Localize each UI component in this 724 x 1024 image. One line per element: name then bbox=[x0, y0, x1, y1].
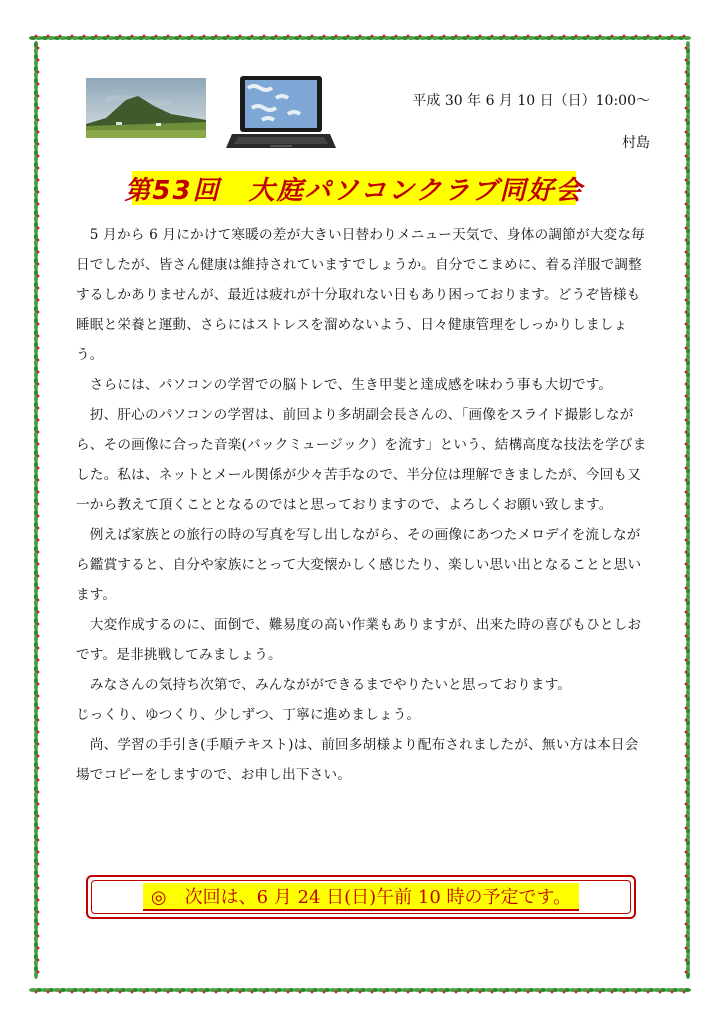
body-line: ます。 bbox=[76, 587, 117, 603]
body-line: した。私は、ネットとメール関係が少々苦手なので、半分位は理解できましたが、今回も又 bbox=[76, 467, 641, 483]
body-line: ら、その画像に合った音楽(バックミュージック）を流す」という、結構高度な技法を学びま bbox=[76, 437, 647, 453]
body-line: 大変作成するのに、面倒で、難易度の高い作業もありますが、出来た時の喜びもひとしお bbox=[76, 617, 642, 633]
notice-text: ◎ 次回は、6 月 24 日(日)午前 10 時の予定です。 bbox=[143, 883, 579, 911]
body-line: 5 月から 6 月にかけて寒暖の差が大きい日替わりメニュー天気で、身体の調節が大変な毎 bbox=[76, 227, 645, 243]
body-line: 例えば家族との旅行の時の写真を写し出しながら、その画像にあつたメロデイを流しなが bbox=[76, 527, 641, 543]
page-title: 第53回 大庭パソコンクラブ同好会 bbox=[132, 171, 576, 205]
flyer-content bbox=[76, 60, 650, 990]
author-name: 村島 bbox=[622, 135, 650, 151]
body-text bbox=[76, 220, 650, 790]
next-meeting-notice bbox=[86, 875, 636, 919]
body-line: みなさんの気持ち次第で、みんながができるまでやりたいと思っております。 bbox=[76, 677, 572, 693]
body-line: 場でコピーをしますので、お申し出下さい。 bbox=[76, 767, 352, 783]
body-line: 睡眠と栄養と運動、さらにはストレスを溜めないよう、日々健康管理をしっかりしましょう。 bbox=[76, 317, 628, 363]
body-line: じっくり、ゆつくり、少しずつ、丁寧に進めましょう。 bbox=[76, 707, 421, 723]
body-line: さらには、パソコンの学習での脳トレで、生き甲斐と達成感を味わう事も大切です。 bbox=[76, 377, 613, 393]
body-line: 扨、肝心のパソコンの学習は、前回より多胡副会長さんの、「画像をスライド撮影しなが bbox=[76, 407, 634, 423]
body-line: です。是非挑戦してみましょう。 bbox=[76, 647, 282, 663]
body-line: 一から教えて頂くこととなるのではと思っておりますので、よろしくお願い致します。 bbox=[76, 497, 613, 513]
event-date: 平成 30 年 6 月 10 日（日）10:00～ bbox=[412, 93, 650, 109]
body-line: 尚、学習の手引き(手順テキスト)は、前回多胡様より配布されましたが、無い方は本日会 bbox=[76, 737, 639, 753]
body-line: 日でしたが、皆さん健康は維持されていますでしょうか。自分でこまめに、着る洋服で調整 bbox=[76, 257, 642, 273]
body-line: ら鑑賞すると、自分や家族にとって大変懐かしく感じたり、楽しい思い出となることと思い bbox=[76, 557, 642, 573]
body-line: するしかありませんが、最近は疲れが十分取れない日もあり困っております。どうぞ皆様も bbox=[76, 287, 641, 303]
laptop-icon bbox=[226, 74, 336, 150]
mountain-landscape-photo bbox=[86, 78, 206, 138]
